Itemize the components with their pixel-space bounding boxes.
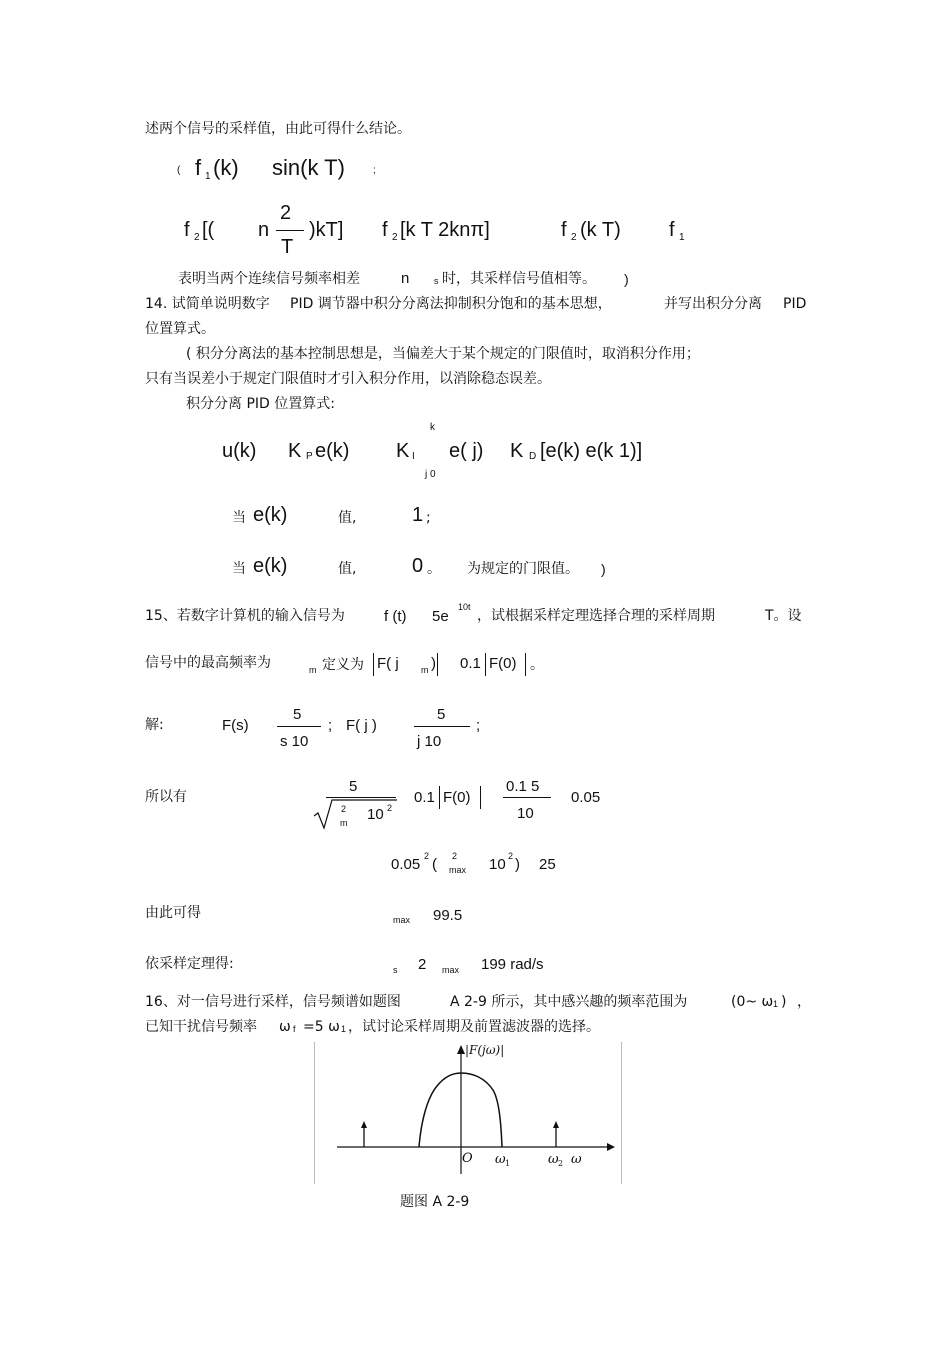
theorem-two: 2 [418, 956, 427, 973]
sy-frac2-bar [503, 797, 551, 798]
l2-sup2: 2 [508, 851, 514, 861]
q15-exp: 10t [458, 602, 471, 612]
q16-wsub: f [293, 1024, 296, 1034]
figure-ylabel: |F(jω)| [465, 1043, 505, 1057]
q15-T: T。设 [765, 608, 802, 624]
eq2-sub-c: 2 [571, 232, 577, 243]
sol-frac1-bar [277, 726, 321, 727]
sy-abs-left [439, 786, 440, 809]
q15-c: 信号中的最高频率为 [145, 655, 271, 671]
theorem-label: 依采样定理得: [145, 956, 234, 972]
q15-abs2-left [485, 653, 486, 676]
sy-rad-two: 2 [341, 804, 347, 814]
cond1-when: 当 [232, 510, 246, 526]
eq2-kt2: (k T) [580, 219, 621, 241]
q16-e: 已知干扰信号频率 [145, 1019, 257, 1035]
l2-c: 10 [489, 856, 506, 873]
cond1-semi: ; [426, 510, 431, 526]
sy-fn: 0.1 5 [506, 778, 540, 795]
q15-F0: F(0) [489, 655, 517, 672]
spectrum-figure [314, 1042, 622, 1184]
cond1-one: 1 [412, 504, 424, 526]
pid-ki: K [396, 440, 410, 462]
q16-fsub: 1 [341, 1024, 347, 1034]
sol-frac2-bar [414, 726, 470, 727]
figure-origin: O [462, 1151, 473, 1166]
sy-label: 所以有 [145, 789, 187, 805]
q16-f: =5 ω [303, 1019, 340, 1035]
note13-n: n [401, 270, 410, 287]
pid-ki-sub: I [412, 451, 415, 462]
sol-semi2: ; [476, 717, 481, 734]
sy-abs-right [480, 786, 481, 809]
cond2-val: 值, [338, 561, 357, 577]
sy-fd: 10 [517, 805, 534, 822]
eq1-semi: ; [373, 165, 376, 176]
q15-abs-right [437, 653, 438, 676]
derive-label: 由此可得 [145, 905, 201, 921]
cond2-note: 为规定的门限值。 [467, 561, 579, 577]
eq2-sub: 2 [194, 232, 200, 243]
pid-ej: e( j) [449, 440, 484, 462]
eq1-sin: sin(k T) [272, 155, 345, 180]
q16-c: (0~ ω [731, 994, 774, 1010]
cond2-close: ) [601, 561, 606, 577]
note13-text: 表明当两个连续信号频率相差 [178, 271, 360, 287]
eq2-middle: [k T 2knπ] [400, 219, 490, 241]
figure-w2sub: 2 [558, 1159, 564, 1168]
q14-line2: 位置算式。 [145, 321, 215, 337]
radical-sign-icon [313, 796, 399, 830]
sol-n2: 5 [437, 706, 446, 723]
q14-answer2: 只有当误差小于规定门限值时才引入积分作用，以消除稳态误差。 [145, 371, 551, 387]
q15-a: 15、若数字计算机的输入信号为 [145, 608, 345, 624]
cond2-dot: 。 [427, 561, 441, 577]
q14-line1b: PID 调节器中积分分离法抑制积分饱和的基本思想， [290, 296, 612, 312]
eq2-sub-b: 2 [392, 232, 398, 243]
q14-answer1: ( 积分分离法的基本控制思想是，当偏差大于某个规定的门限值时，取消积分作用； [186, 346, 700, 362]
eq2-kt: )kT] [309, 219, 344, 241]
q15-m: m [309, 665, 317, 675]
l2-two: 2 [452, 851, 458, 861]
pid-kd: K [510, 440, 524, 462]
eq2-fraction-bar [276, 230, 304, 231]
q14-line1d: PID [783, 296, 807, 312]
pid-tail: [e(k) e(k 1)] [540, 440, 643, 462]
eq2-f: f [184, 219, 190, 241]
l2-b: ( [432, 856, 437, 873]
q15-rhs: 0.1 [460, 655, 481, 672]
q15-b: ，试根据采样定理选择合理的采样周期 [477, 608, 715, 624]
eq2-f-b: f [382, 219, 388, 241]
note13-close: ) [624, 271, 629, 287]
cond2-zero: 0 [412, 555, 424, 577]
sy-res: 0.05 [571, 789, 601, 806]
sy-rad-sup: 2 [387, 803, 393, 813]
theorem-max: max [442, 965, 460, 975]
sol-semi1: ; [328, 717, 333, 734]
sol-d2: j 10 [417, 733, 442, 750]
sy-num: 5 [349, 778, 358, 795]
figure-w2: ω [548, 1152, 559, 1167]
pid-kd-sub: D [529, 451, 537, 462]
figure-w: ω [571, 1152, 582, 1167]
q15-abs2-right [525, 653, 526, 676]
right-impulse-arrow-icon [553, 1121, 559, 1128]
sol-n1: 5 [293, 706, 302, 723]
eq1-sub: 1 [205, 171, 211, 182]
q15-def: 定义为 [322, 657, 364, 673]
q15-ft: f (t) [384, 608, 407, 625]
eq2-bracket: [( [202, 219, 215, 241]
eq2-sub1: 1 [679, 232, 685, 243]
q15-msub: m [421, 665, 429, 675]
q15-Fj: F( j [377, 655, 399, 672]
theorem-s: s [393, 965, 398, 975]
x-axis-arrow-icon [607, 1143, 615, 1151]
cond2-when: 当 [232, 561, 246, 577]
sy-rad-10: 10 [367, 806, 384, 823]
figure-caption: 题图 A 2-9 [400, 1194, 470, 1210]
q16-d: ) [781, 994, 787, 1010]
l2-sup: 2 [424, 851, 430, 861]
eq2-denominator: T [281, 236, 294, 258]
sy-mid: 0.1 [414, 789, 435, 806]
q16-b: A 2-9 所示，其中感兴趣的频率范围为 [450, 994, 688, 1010]
eq2-n: n [258, 219, 270, 241]
q14-line1a: 14. 试简单说明数字 [145, 296, 270, 312]
pid-sum-bottom: j 0 [425, 469, 436, 480]
figure-w1sub: 1 [505, 1159, 511, 1168]
note13-tail: 时，其采样信号值相等。 [442, 271, 596, 287]
l2-a: 0.05 [391, 856, 421, 873]
sy-F0: F(0) [443, 789, 471, 806]
l2-res: 25 [539, 856, 556, 873]
q15-e5: 5e [432, 608, 449, 625]
cond1-val: 值, [338, 510, 357, 526]
note13-s: s [434, 276, 439, 286]
q16-csub: 1 [773, 999, 779, 1009]
figure-w1: ω [495, 1152, 506, 1167]
pid-ek: e(k) [315, 440, 350, 462]
eq1-arg: (k) [213, 155, 239, 180]
q15-abs-left [373, 653, 374, 676]
q16-a: 16、对一信号进行采样，信号频谱如题图 [145, 994, 401, 1010]
q15-paren: ) [431, 655, 436, 672]
theorem-val: 199 rad/s [481, 956, 544, 973]
y-axis-arrow-icon [457, 1045, 465, 1054]
derive-max: max [393, 915, 411, 925]
q14-line1c: 并写出积分分离 [664, 296, 762, 312]
eq1-f: f [195, 155, 202, 180]
cond1-ek: e(k) [253, 504, 288, 526]
derive-val: 99.5 [433, 907, 463, 924]
pid-kp-sub: P [306, 451, 313, 462]
pid-uk: u(k) [222, 440, 257, 462]
sol-Fs: F(s) [222, 717, 249, 734]
eq2-numerator: 2 [280, 202, 292, 224]
sol-label: 解: [145, 717, 164, 733]
pid-sum-top: k [430, 422, 435, 433]
q14-answer3: 积分分离 PID 位置算式: [186, 396, 335, 412]
intro-text: 述两个信号的采样值，由此可得什么结论。 [145, 121, 411, 137]
l2-max: max [449, 865, 467, 875]
sol-d1: s 10 [280, 733, 309, 750]
q16-comma: ， [797, 994, 811, 1010]
q16-g: ，试讨论采样周期及前置滤波器的选择。 [348, 1019, 600, 1035]
sol-Fj: F( j ) [346, 717, 377, 734]
q16-w: ω [279, 1019, 291, 1035]
l2-d: ) [515, 856, 520, 873]
eq2-f-c: f [561, 219, 567, 241]
cond2-ek: e(k) [253, 555, 288, 577]
pid-kp: K [288, 440, 302, 462]
q15-dot: 。 [530, 657, 544, 673]
eq1-open: ( [177, 165, 181, 176]
sy-rad-m: m [340, 818, 348, 828]
left-impulse-arrow-icon [361, 1121, 367, 1128]
eq2-f1: f [669, 219, 675, 241]
